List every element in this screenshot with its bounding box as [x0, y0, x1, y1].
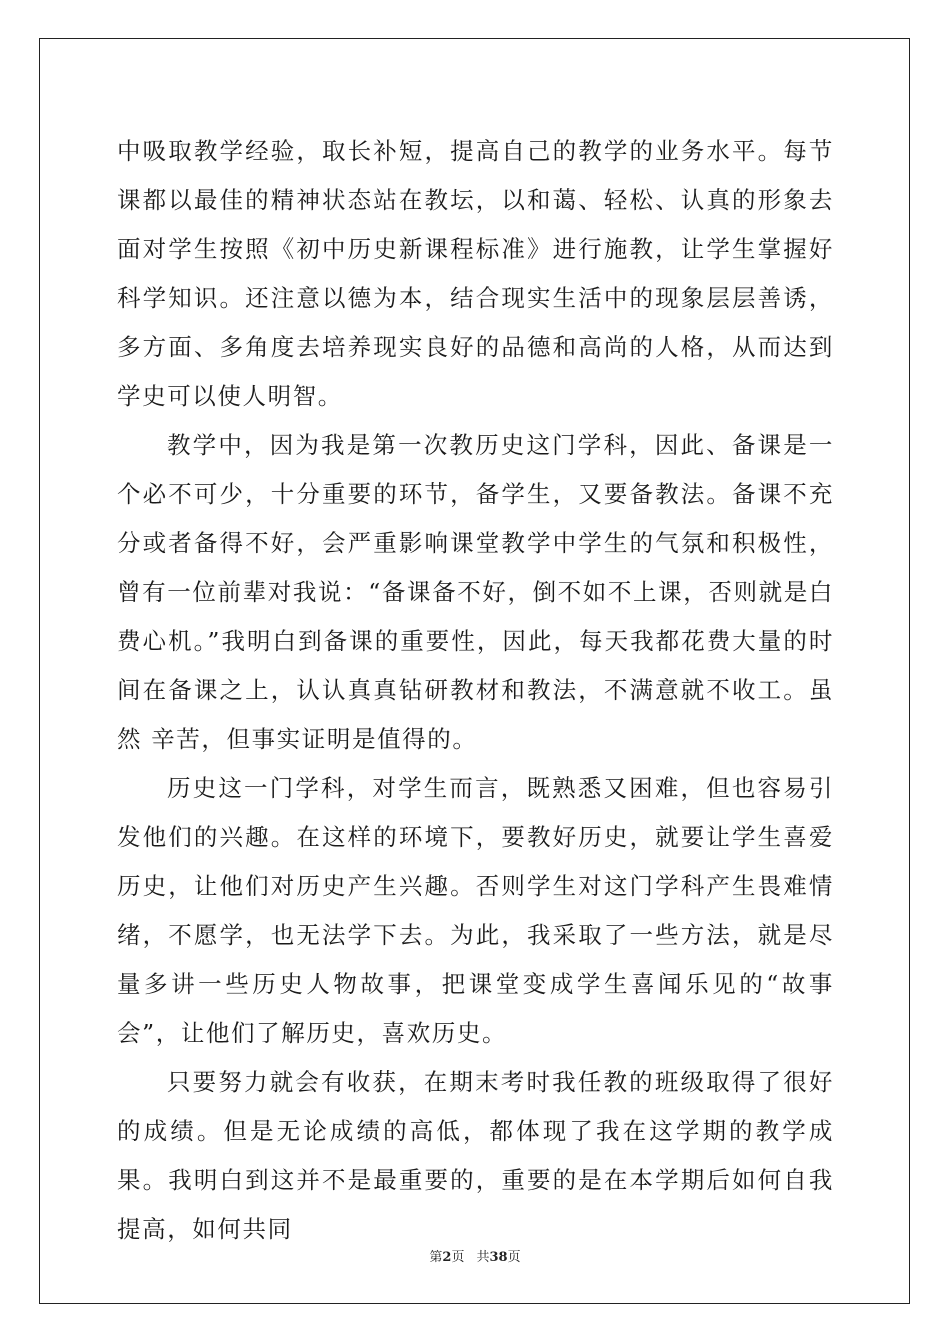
page-number: 2 — [442, 1250, 452, 1265]
paragraph-4: 只要努力就会有收获，在期末考时我任教的班级取得了很好的成绩。但是无论成绩的高低，都体现了我在这学期的教学成果。我明白到这并不是最重要的，重要的是在本学期后如何自我提高，如何共同 — [117, 1068, 834, 1243]
paragraph-2: 教学中，因为我是第一次教历史这门学科，因此、备课是一个必不可少，十分重要的环节，备学生，又要备教法。备课不充分或者备得不好，会严重影响课堂教学中学生的气氛和积极性，曾有一位前辈对我说：“备课备不好，倒不如不上课，否则就是白费心机。”我明白到备课的重要性，因此，每天我都花费大量的时间在备课之上，认认真真钻研教材和教法，不满意就不收工。虽然 辛苦，但事实证明是值得的。 — [117, 431, 834, 753]
page-suffix: 页 — [451, 1250, 465, 1265]
total-pages: 38 — [489, 1250, 508, 1265]
paragraph-1: 中吸取教学经验，取长补短，提高自己的教学的业务水平。每节课都以最佳的精神状态站在教坛，以和蔼、轻松、认真的形象去面对学生按照《初中历史新课程标准》进行施教，让学生掌握好科学知识。还注意以德为本，结合现实生活中的现象层层善诱，多方面、多角度去培养现实良好的品德和高尚的人格，从而达到学史可以使人明智。 — [117, 137, 834, 410]
document-body — [117, 127, 834, 1254]
page-footer — [0, 1246, 950, 1265]
total-suffix: 页 — [507, 1250, 521, 1265]
total-prefix: 共 — [476, 1250, 490, 1265]
paragraph-3: 历史这一门学科，对学生而言，既熟悉又困难，但也容易引发他们的兴趣。在这样的环境下，要教好历史，就要让学生喜爱历史，让他们对历史产生兴趣。否则学生对这门学科产生畏难情绪，不愿学，也无法学下去。为此，我采取了一些方法，就是尽量多讲一些历史人物故事，把课堂变成学生喜闻乐见的“故事会”，让他们了解历史，喜欢历史。 — [117, 774, 834, 1047]
page-prefix: 第 — [429, 1250, 443, 1265]
